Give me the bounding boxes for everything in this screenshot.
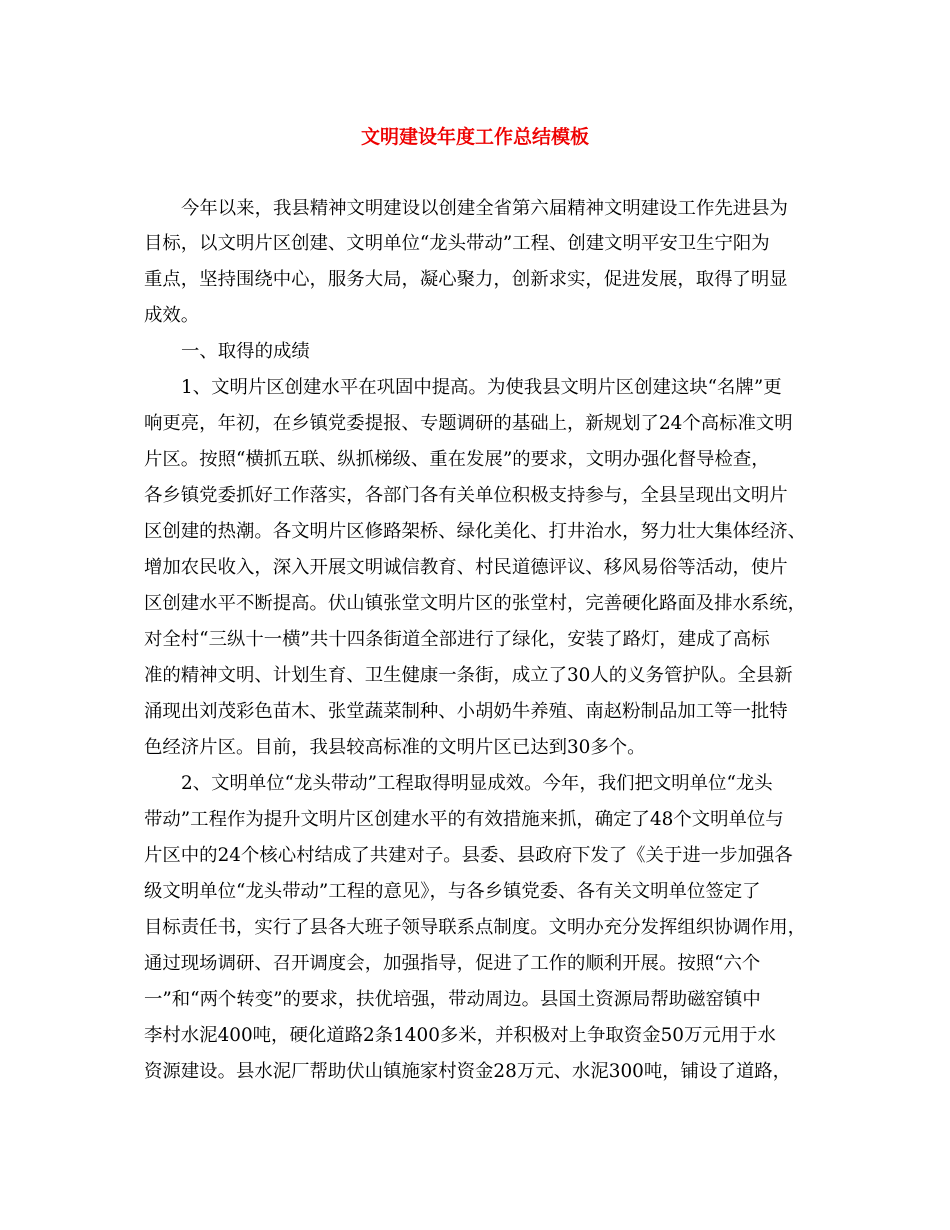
paragraph-line: 一”和“两个转变”的要求，扶优培强，带动周边。县国土资源局帮助磁窑镇中 [144, 989, 761, 1010]
paragraph-line: 1、文明片区创建水平在巩固中提高。为使我县文明片区创建这块“名牌”更 [181, 377, 782, 398]
paragraph-line: 各乡镇党委抓好工作落实，各部门各有关单位积极支持参与，全县呈现出文明片 [144, 485, 788, 506]
paragraph-line: 资源建设。县水泥厂帮助伏山镇施家村资金28万元、水泥300吨，铺设了道路， [144, 1061, 792, 1082]
document-title: 文明建设年度工作总结模板 [360, 126, 589, 148]
paragraph-line: 区创建水平不断提高。伏山镇张堂文明片区的张堂村，完善硬化路面及排水系统， [144, 593, 807, 614]
paragraph-line: 带动”工程作为提升文明片区创建水平的有效措施来抓，确定了48个文明单位与 [144, 809, 784, 830]
paragraph-line: 今年以来，我县精神文明建设以创建全省第六届精神文明建设工作先进县为 [181, 198, 788, 219]
paragraph-line: 准的精神文明、计划生育、卫生健康一条街，成立了30人的义务管护队。全县新 [144, 665, 793, 686]
paragraph-line: 级文明单位“龙头带动”工程的意见》，与各乡镇党委、各有关文明单位签定了 [144, 881, 761, 902]
paragraph-line: 片区。按照“横抓五联、纵抓梯级、重在发展”的要求，文明办强化督导检查， [144, 449, 770, 470]
paragraph-line: 色经济片区。目前，我县较高标准的文明片区已达到30多个。 [144, 737, 646, 758]
paragraph-line: 片区中的24个核心村结成了共建对子。县委、县政府下发了《关于进一步加强各 [144, 845, 793, 866]
paragraph-line: 对全村“三纵十一横”共十四条街道全部进行了绿化，安装了路灯，建成了高标 [144, 629, 770, 650]
paragraph-line: 涌现出刘茂彩色苗木、张堂蔬菜制种、小胡奶牛养殖、南赵粉制品加工等一批特 [144, 701, 788, 722]
paragraph-line: 成效。 [144, 305, 200, 326]
paragraph-line: 2、文明单位“龙头带动”工程取得明显成效。今年，我们把文明单位“龙头 [181, 773, 773, 794]
paragraph-line: 李村水泥400吨，硬化道路2条1400多米，并积极对上争取资金50万元用于水 [144, 1025, 776, 1046]
paragraph-line: 通过现场调研、召开调度会，加强指导，促进了工作的顺利开展。按照“六个 [144, 953, 761, 974]
paragraph-line: 增加农民收入，深入开展文明诚信教育、村民道德评议、移风易俗等活动，使片 [144, 557, 788, 578]
paragraph-line: 目标，以文明片区创建、文明单位“龙头带动”工程、创建文明平安卫生宁阳为 [144, 233, 770, 254]
paragraph-line: 重点，坚持围绕中心，服务大局，凝心聚力，创新求实，促进发展，取得了明显 [144, 269, 788, 290]
section-heading: 一、取得的成绩 [181, 341, 310, 362]
paragraph-line: 响更亮，年初，在乡镇党委提报、专题调研的基础上，新规划了24个高标准文明 [144, 413, 793, 434]
paragraph-line: 区创建的热潮。各文明片区修路架桥、绿化美化、打井治水，努力壮大集体经济、 [144, 521, 807, 542]
paragraph-line: 目标责任书，实行了县各大班子领导联系点制度。文明办充分发挥组织协调作用， [144, 917, 807, 938]
